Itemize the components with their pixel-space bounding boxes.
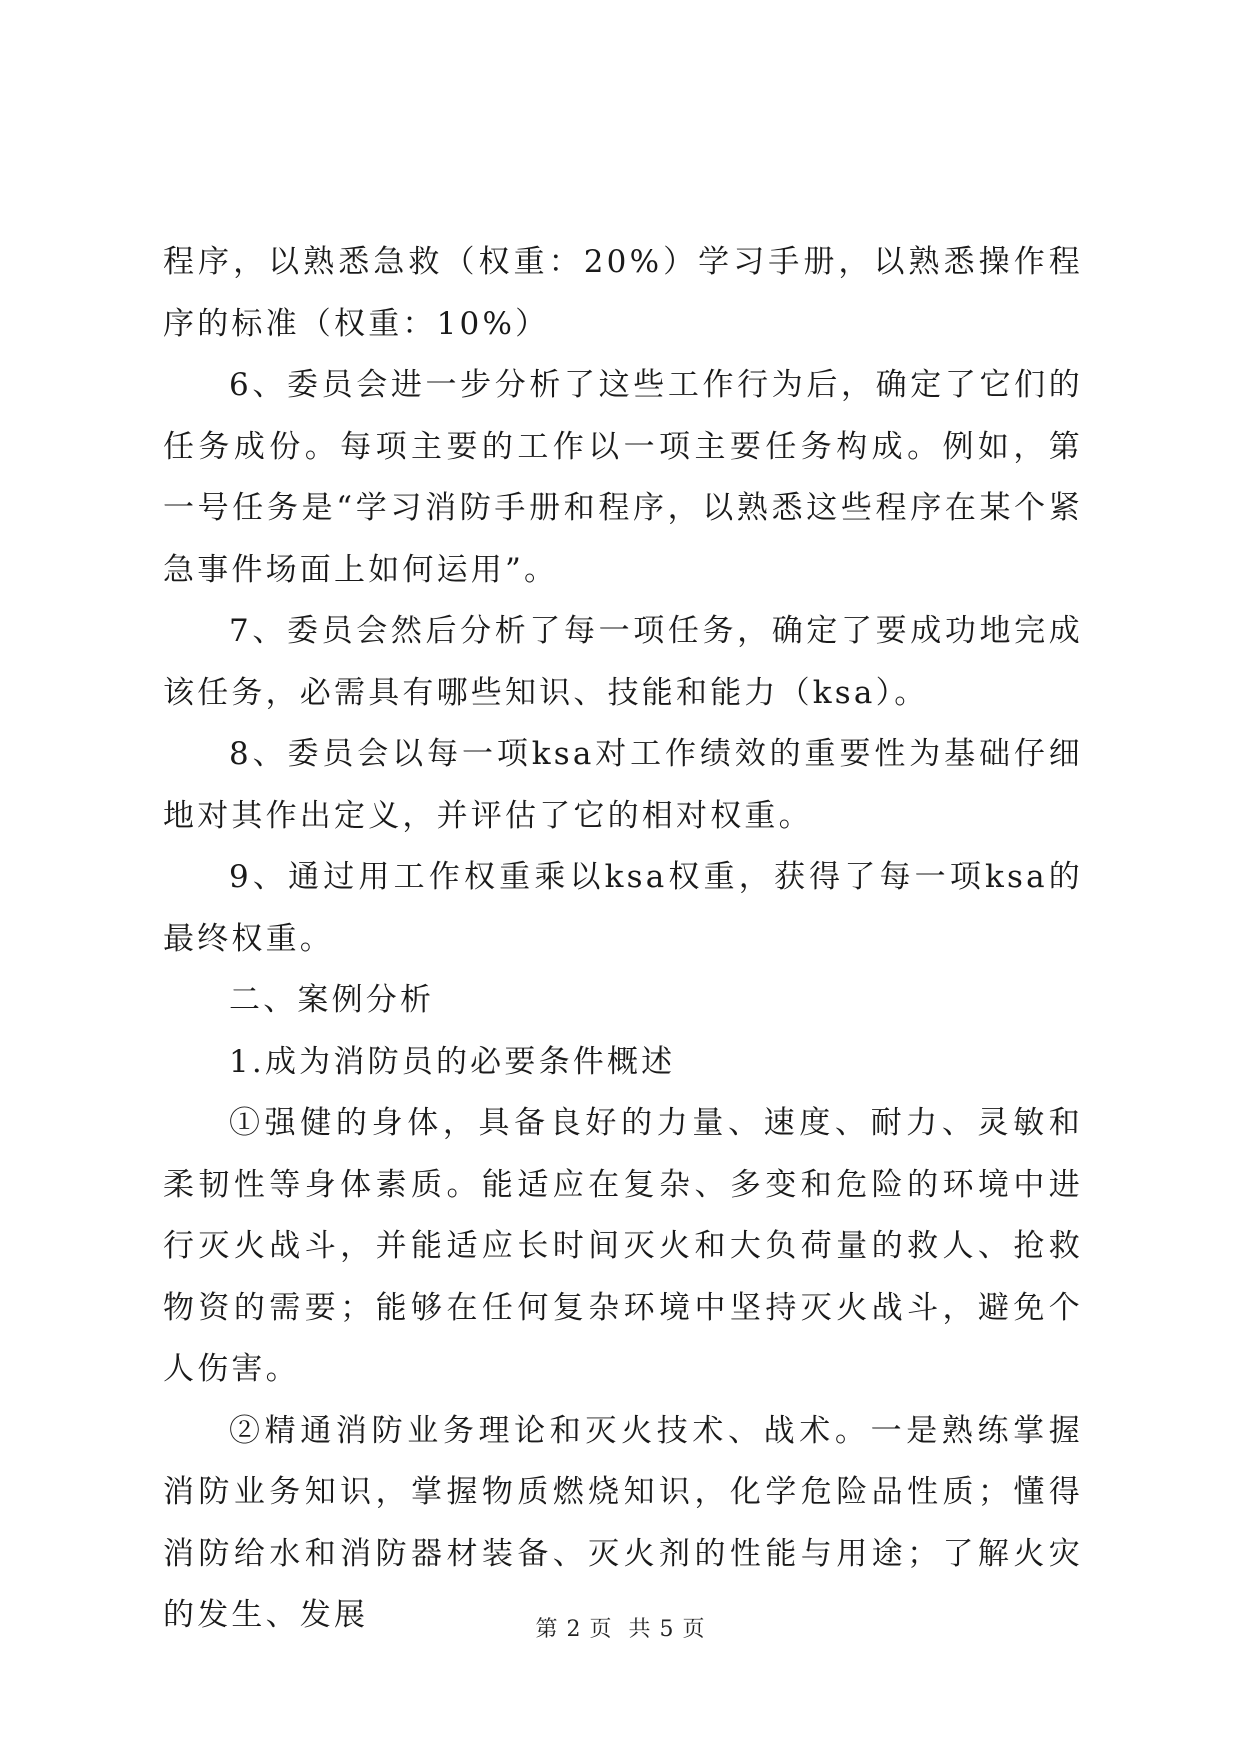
subsection-heading: 1.成为消防员的必要条件概述 xyxy=(229,1043,676,1080)
paragraph-condition-2: ②精通消防业务理论和灭火技术、战术。一是熟练掌握消防业务知识，掌握物质燃烧知识，化学危险品性质；懂得消防给水和消防器材装备、灭火剂的性能与用途；了解火灾的发生、发展 xyxy=(163,1412,1083,1633)
paragraph-item-8: 8、委员会以每一项ksa对工作绩效的重要性为基础仔细地对其作出定义，并评估了它的相对权重。 xyxy=(163,736,1083,834)
document-body xyxy=(163,232,1083,1647)
paragraph-item-7: 7、委员会然后分析了每一项任务，确定了要成功地完成该任务，必需具有哪些知识、技能和能力（ksa）。 xyxy=(163,613,1083,711)
section-heading-case-analysis: 二、案例分析 xyxy=(229,982,435,1018)
paragraph-item-9: 9、通过用工作权重乘以ksa权重，获得了每一项ksa的最终权重。 xyxy=(163,859,1083,957)
paragraph-item-6: 6、委员会进一步分析了这些工作行为后，确定了它们的任务成份。每项主要的工作以一项主要任务构成。例如，第一号任务是“学习消防手册和程序，以熟悉这些程序在某个紧急事件场面上如何运用”。 xyxy=(163,367,1083,588)
page-number: 第 2 页 xyxy=(535,1617,613,1642)
paragraph-condition-1: ①强健的身体，具备良好的力量、速度、耐力、灵敏和柔韧性等身体素质。能适应在复杂、多变和危险的环境中进行灭火战斗，并能适应长时间灭火和大负荷量的救人、抢救物资的需要；能够在任何复杂环境中坚持灭火战斗，避免个人伤害。 xyxy=(163,1105,1083,1387)
page-footer xyxy=(0,1612,1241,1643)
paragraph-continuation: 程序，以熟悉急救（权重：20%）学习手册，以熟悉操作程序的标准（权重：10%） xyxy=(163,244,1083,342)
page-total: 共 5 页 xyxy=(628,1617,706,1642)
